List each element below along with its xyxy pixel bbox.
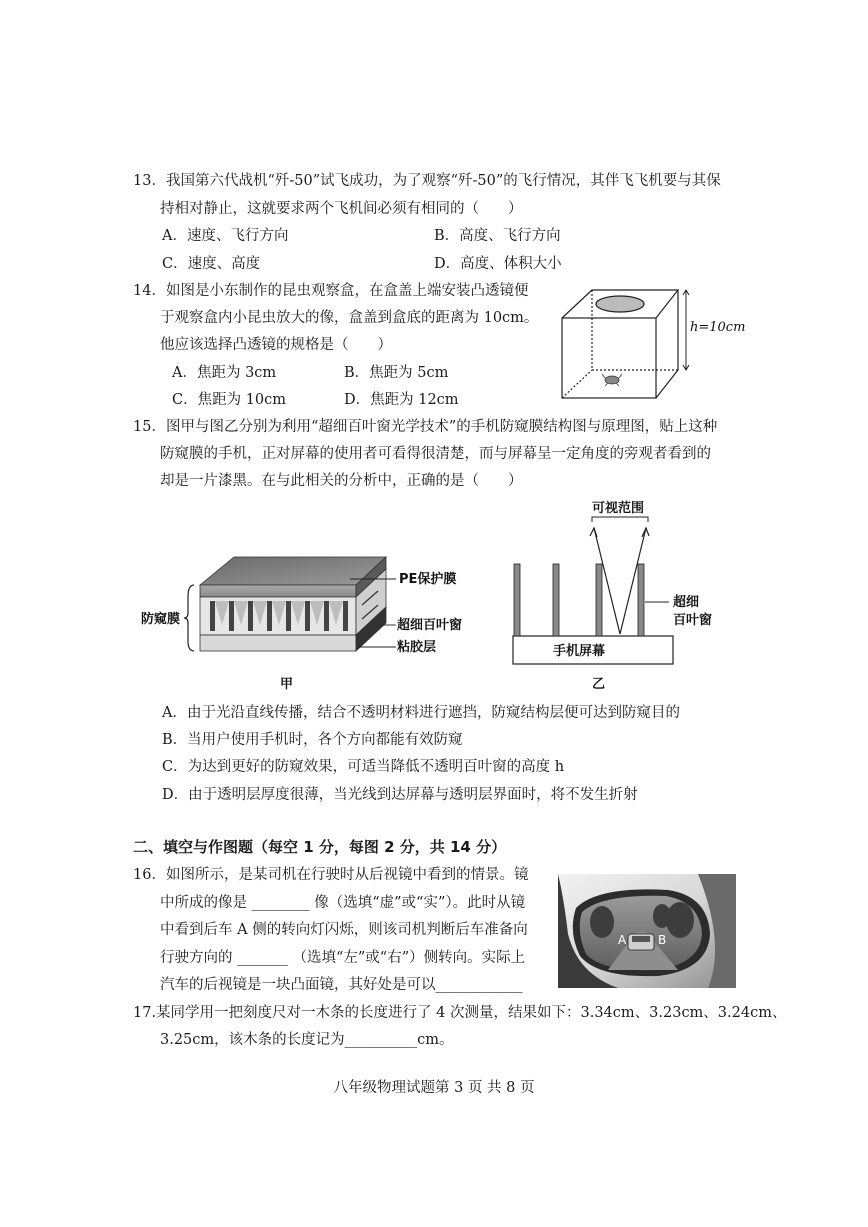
label-baiye: 超细百叶窗 xyxy=(397,618,463,633)
label-baiye2: 百叶窗 xyxy=(673,613,713,628)
insect-icon xyxy=(602,374,622,386)
q15-line1: 15．图甲与图乙分别为利用“超细百叶窗光学技术”的手机防窥膜结构图与原理图，贴上这种 xyxy=(133,419,718,435)
caption-jia: 甲 xyxy=(280,677,294,692)
q13-option-a: A．速度、飞行方向 xyxy=(162,228,289,244)
label-screen: 手机屏幕 xyxy=(553,644,606,659)
q14-line2: 于观察盒内小昆虫放大的像，盒盖到盒底的距离为 10cm。 xyxy=(160,310,539,326)
q14-option-a: A．焦距为 3cm xyxy=(172,365,277,381)
label-baiye1: 超细 xyxy=(673,595,700,610)
label-pe: PE保护膜 xyxy=(399,572,457,587)
q16-line1: 16．如图所示，是某司机在行驶时从后视镜中看到的情景。镜 xyxy=(133,867,529,883)
q13-option-c: C．速度、高度 xyxy=(162,256,261,272)
label-jiao: 粘胶层 xyxy=(397,640,437,655)
mirror-label-b: B xyxy=(658,933,667,947)
insect-box-figure xyxy=(556,284,746,404)
caption-yi: 乙 xyxy=(592,677,606,692)
label-fangkui: 防窥膜 xyxy=(141,612,181,627)
q15-option-b: B．当用户使用手机时，各个方向都能有效防窥 xyxy=(162,732,463,748)
q15-line2: 防窥膜的手机，正对屏幕的使用者可看得很清楚，而与屏幕呈一定角度的旁观者看到的 xyxy=(160,446,711,462)
section-2-title: 二、填空与作图题（每空 1 分，每图 2 分，共 14 分） xyxy=(133,838,507,856)
h-label: h=10cm xyxy=(690,320,746,335)
privacy-film-structure-figure xyxy=(138,545,478,695)
page-footer: 八年级物理试题第 3 页 共 8 页 xyxy=(333,1080,535,1096)
q16-line4: 行驶方向的 _______ （选填“左”或“右”）侧转向。实际上 xyxy=(160,950,526,966)
q16-line5: 汽车的后视镜是一块凸面镜，其好处是可以____________ xyxy=(160,977,523,993)
rearview-mirror-photo xyxy=(558,874,736,988)
lens-icon xyxy=(596,296,644,312)
label-range: 可视范围 xyxy=(592,501,645,516)
privacy-principle-figure xyxy=(505,498,745,693)
q16-line2: 中所成的像是 ________ 像（选填“虚”或“实”）。此时从镜 xyxy=(160,895,526,911)
q13-line1: 13．我国第六代战机“歼-50”试飞成功，为了观察“歼-50”的飞行情况，其伴飞飞机要与其保 xyxy=(133,173,721,189)
q15-option-c: C．为达到更好的防窥效果，可适当降低不透明百叶窗的高度 h xyxy=(162,759,565,775)
q16-line3: 中看到后车 A 侧的转向灯闪烁，则该司机判断后车准备向 xyxy=(160,922,528,938)
q14-option-d: D．焦距为 12cm xyxy=(344,392,459,408)
q17-line2: 3.25cm，该木条的长度记为__________cm。 xyxy=(160,1032,454,1048)
q14-line3: 他应该选择凸透镜的规格是（ ） xyxy=(160,337,392,353)
q13-line2: 持相对静止，这就要求两个飞机间必须有相同的（ ） xyxy=(160,201,523,217)
q14-line1: 14．如图是小东制作的昆虫观察盒，在盒盖上端安装凸透镜便 xyxy=(133,283,529,299)
q14-option-b: B．焦距为 5cm xyxy=(344,365,449,381)
q15-option-a: A．由于光沿直线传播，结合不透明材料进行遮挡，防窥结构层便可达到防窥目的 xyxy=(162,705,680,721)
mirror-label-a: A xyxy=(618,933,627,947)
q17-line1: 17.某同学用一把刻度尺对一木条的长度进行了 4 次测量，结果如下：3.34cm、3.23cm、3.24cm、 xyxy=(133,1005,787,1021)
q15-line3: 却是一片漆黑。在与此相关的分析中，正确的是（ ） xyxy=(160,473,523,489)
q13-option-d: D．高度、体积大小 xyxy=(434,256,562,272)
q14-option-c: C．焦距为 10cm xyxy=(172,392,287,408)
q15-option-d: D．由于透明层厚度很薄，当光线到达屏幕与透明层界面时，将不发生折射 xyxy=(162,787,638,803)
q13-option-b: B．高度、飞行方向 xyxy=(434,228,561,244)
